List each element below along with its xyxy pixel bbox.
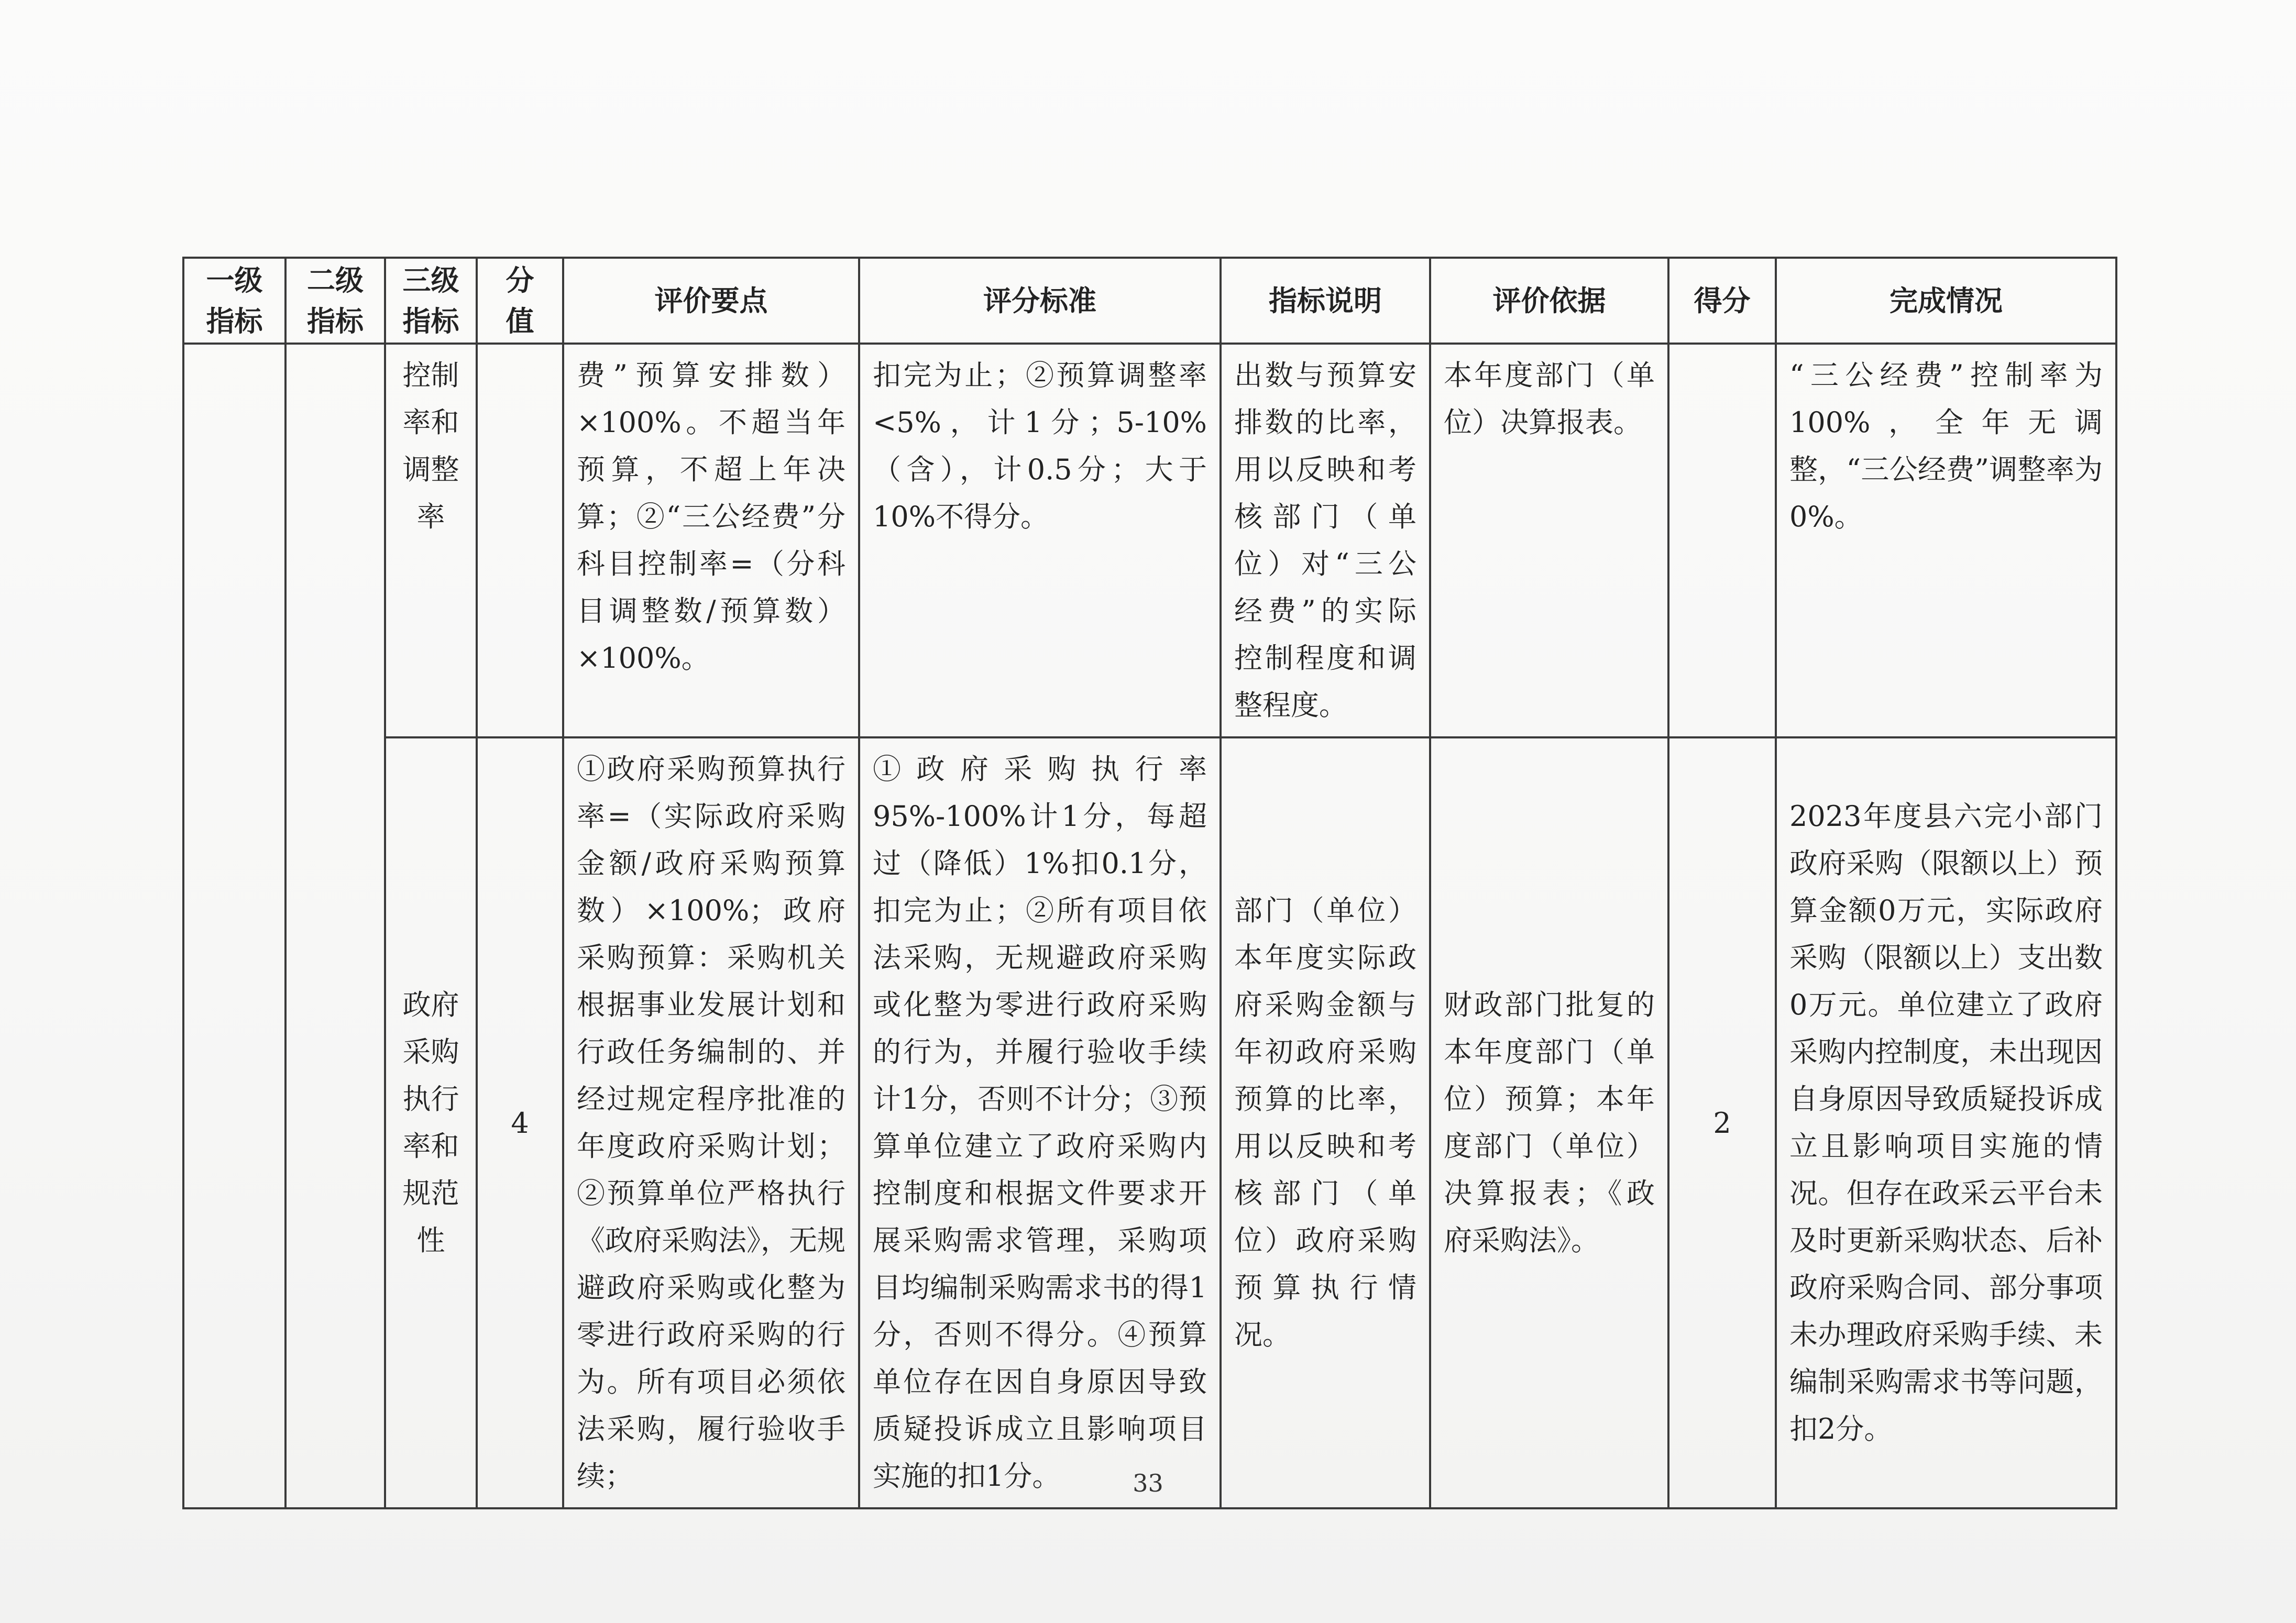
criteria-cell <box>859 737 1221 1508</box>
level3-cell <box>385 737 477 1508</box>
level2-cell <box>285 344 385 1508</box>
header-level1: 一级 指标 <box>183 258 285 344</box>
evaluation-table <box>182 257 2117 1509</box>
description-cell <box>1221 737 1430 1508</box>
basis-cell <box>1430 737 1668 1508</box>
header-score: 得分 <box>1668 258 1776 344</box>
completion-cell <box>1776 344 2116 737</box>
description-cell <box>1221 344 1430 737</box>
completion-text: “三公经费”控制率为100%，全年无调整，“三公经费”调整率为0%。 <box>1789 359 2103 533</box>
key-points-text: ①政府采购预算执行率=（实际政府采购金额/政府采购预算数）×100%；政府采购预算：采购机关根据事业发展计划和行政任务编制的、并经过规定程序批准的年度政府采购计划；②预算单位严格执行《政府采购法》，无规避政府采购或化整为零进行政府采购的行为。所有项目必须依法采购，履行验收手续； <box>577 753 845 1493</box>
header-description: 指标说明 <box>1221 258 1430 344</box>
description-text: 部门（单位）本年度实际政府采购金额与年初政府采购预算的比率，用以反映和考核部门（单位）政府采购预算执行情况。 <box>1234 894 1416 1351</box>
basis-text: 财政部门批复的本年度部门（单位）预算；本年度部门（单位）决算报表；《政府采购法》。 <box>1444 988 1655 1257</box>
criteria-text: ①政府采购执行率95%-100%计1分，每超过（降低）1%扣0.1分，扣完为止；②所有项目依法采购，无规避政府采购或化整为零进行政府采购的行为，并履行验收手续计1分，否则不计分；③预算单位建立了政府采购内控制度和根据文件要求开展采购需求管理，采购项目均编制采购需求书的得1分，否则不得分。④预算单位存在因自身原因导致质疑投诉成立且影响项目实施的扣1分。 <box>873 753 1207 1493</box>
points-cell <box>477 344 563 737</box>
header-basis: 评价依据 <box>1430 258 1668 344</box>
table-row <box>183 737 2116 1508</box>
basis-cell <box>1430 344 1668 737</box>
header-key-points: 评价要点 <box>563 258 859 344</box>
points-cell <box>477 737 563 1508</box>
level3-text: 控制 率和 调整 率 <box>402 359 459 533</box>
criteria-text: 扣完为止；②预算调整率<5%，计1分；5-10%（含），计0.5分；大于10%不得分。 <box>873 359 1207 533</box>
completion-text: 2023年度县六完小部门政府采购（限额以上）预算金额0万元，实际政府采购（限额以上）支出数0万元。单位建立了政府采购内控制度，未出现因自身原因导致质疑投诉成立且影响项目实施的情况。但存在政采云平台未及时更新采购状态、后补政府采购合同、部分事项未办理政府采购手续、未编制采购需求书等问题，扣2分。 <box>1789 800 2103 1445</box>
score-cell <box>1668 737 1776 1508</box>
key-points-cell <box>563 737 859 1508</box>
page-number: 33 <box>1133 1469 1163 1497</box>
description-text: 出数与预算安排数的比率，用以反映和考核部门（单位）对“三公经费”的实际控制程度和调整程度。 <box>1234 359 1416 722</box>
header-level3: 三级 指标 <box>385 258 477 344</box>
header-level2: 二级 指标 <box>285 258 385 344</box>
key-points-text: 费”预算安排数）×100%。不超当年预算，不超上年决算；②“三公经费”分科目控制率=（分科目调整数/预算数）×100%。 <box>577 359 845 675</box>
score-text: 2 <box>1713 1106 1731 1140</box>
basis-text: 本年度部门（单位）决算报表。 <box>1444 359 1655 439</box>
level1-cell <box>183 344 285 1508</box>
header-completion: 完成情况 <box>1776 258 2116 344</box>
criteria-cell <box>859 344 1221 737</box>
level3-text: 政府 采购 执行 率和 规范 性 <box>402 988 459 1257</box>
score-cell <box>1668 344 1776 737</box>
completion-cell <box>1776 737 2116 1508</box>
table-row <box>183 344 2116 737</box>
level3-cell <box>385 344 477 737</box>
points-text <box>478 345 562 359</box>
key-points-cell <box>563 344 859 737</box>
header-row <box>183 258 2116 344</box>
header-criteria: 评分标准 <box>859 258 1221 344</box>
header-points: 分 值 <box>477 258 563 344</box>
points-text: 4 <box>511 1106 529 1140</box>
